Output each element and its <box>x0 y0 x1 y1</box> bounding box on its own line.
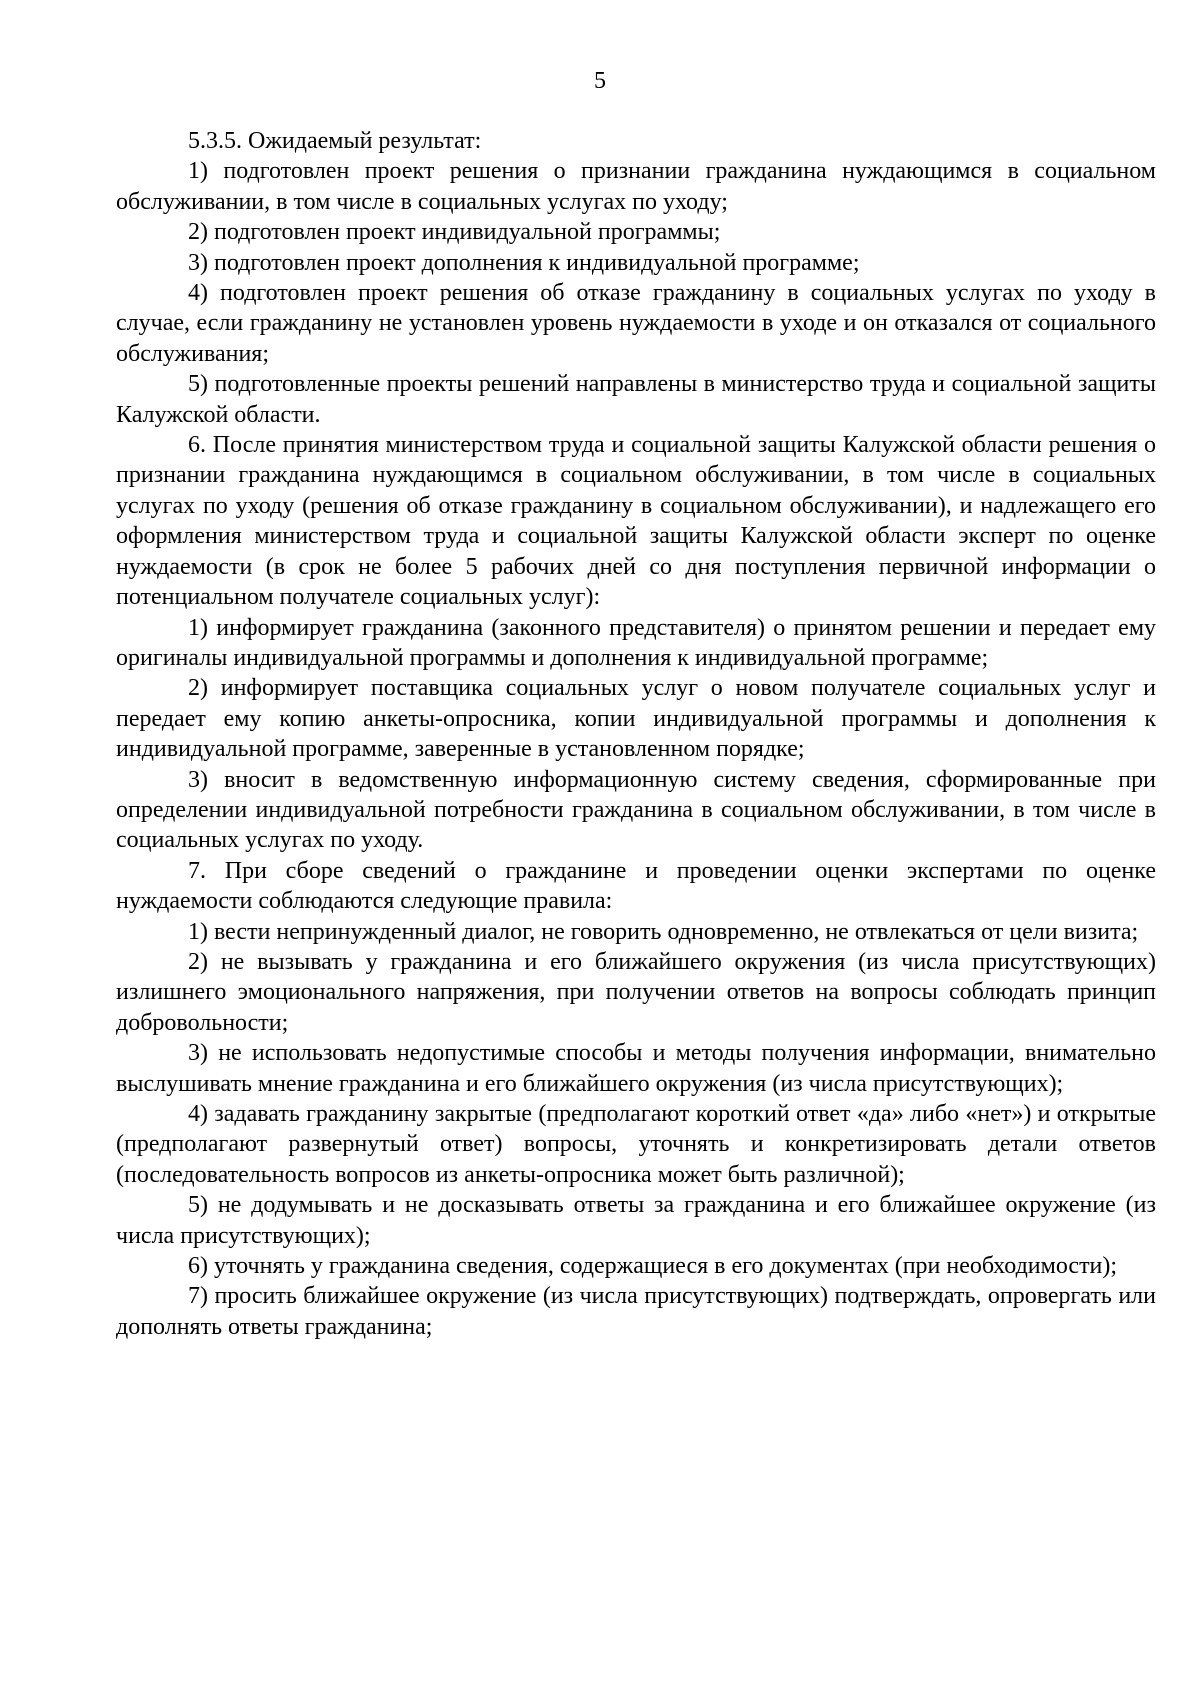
paragraph-item: 4) подготовлен проект решения об отказе гражданину в социальных услугах по уходу в случае, если гражданину не установлен уровень нуждаемости в уходе и он отказался от социального обслуживания; <box>116 280 1156 367</box>
paragraph-item: 5) не додумывать и не досказывать ответы за гражданина и его ближайшее окружение (из числа присутствующих); <box>116 1192 1156 1249</box>
paragraph-section-6: 6. После принятия министерством труда и социальной защиты Калужской области решения о признании гражданина нуждающимся в социальном обслуживании, в том числе в социальных услугах по уходу (решения об отказе гражданину в социальном обслуживании), и надлежащего его оформления министерством труда и социальной защиты Калужской области эксперт по оценке нуждаемости (в срок не более 5 рабочих дней со дня поступления первичной информации о потенциальном получателе социальных услуг): <box>116 432 1156 611</box>
document-body <box>116 126 1156 1342</box>
page-number: 5 <box>594 68 606 94</box>
paragraph-item: 4) задавать гражданину закрытые (предполагают короткий ответ «да» либо «нет») и открытые (предполагают развернутый ответ) вопросы, уточнять и конкретизировать детали ответов (последовательность вопросов из анкеты-опросника может быть различной); <box>116 1101 1156 1188</box>
paragraph-item: 3) не использовать недопустимые способы и методы получения информации, внимательно выслушивать мнение гражданина и его ближайшего окружения (из числа присутствующих); <box>116 1040 1156 1097</box>
paragraph-section-7: 7. При сборе сведений о гражданине и проведении оценки экспертами по оценке нуждаемости соблюдаются следующие правила: <box>116 857 1156 915</box>
paragraph-5-3-5-heading: 5.3.5. Ожидаемый результат: <box>188 128 482 154</box>
paragraph-item: 6) уточнять у гражданина сведения, содержащиеся в его документах (при необходимости); <box>188 1253 1118 1280</box>
paragraph-item: 7) просить ближайшее окружение (из числа присутствующих) подтверждать, опровергать или дополнять ответы гражданина; <box>116 1283 1156 1340</box>
paragraph-item: 3) вносит в ведомственную информационную систему сведения, сформированные при определении индивидуальной потребности гражданина в социальном обслуживании, в том числе в социальных услугах по уходу. <box>116 766 1156 854</box>
paragraph-item: 2) информирует поставщика социальных услуг о новом получателе социальных услуг и передает ему копию анкеты-опросника, копии индивидуальной программы и дополнения к индивидуальной программе, заверенные в установленном порядке; <box>116 675 1156 763</box>
paragraph-item: 3) подготовлен проект дополнения к индивидуальной программе; <box>188 249 860 276</box>
paragraph-item: 1) информирует гражданина (законного представителя) о принятом решении и передает ему оригиналы индивидуальной программы и дополнения к индивидуальной программе; <box>116 614 1156 671</box>
paragraph-item: 1) подготовлен проект решения о признании гражданина нуждающимся в социальном обслуживании, в том числе в социальных услугах по уходу; <box>116 158 1156 215</box>
paragraph-item: 5) подготовленные проекты решений направлены в министерство труда и социальной защиты Калужской области. <box>116 371 1156 428</box>
paragraph-item: 1) вести непринужденный диалог, не говорить одновременно, не отвлекаться от цели визита; <box>188 918 1139 945</box>
paragraph-item: 2) подготовлен проект индивидуальной программы; <box>188 219 721 246</box>
paragraph-item: 2) не вызывать у гражданина и его ближайшего окружения (из числа присутствующих) излишнего эмоционального напряжения, при получении ответов на вопросы соблюдать принцип добровольности; <box>116 948 1156 1036</box>
